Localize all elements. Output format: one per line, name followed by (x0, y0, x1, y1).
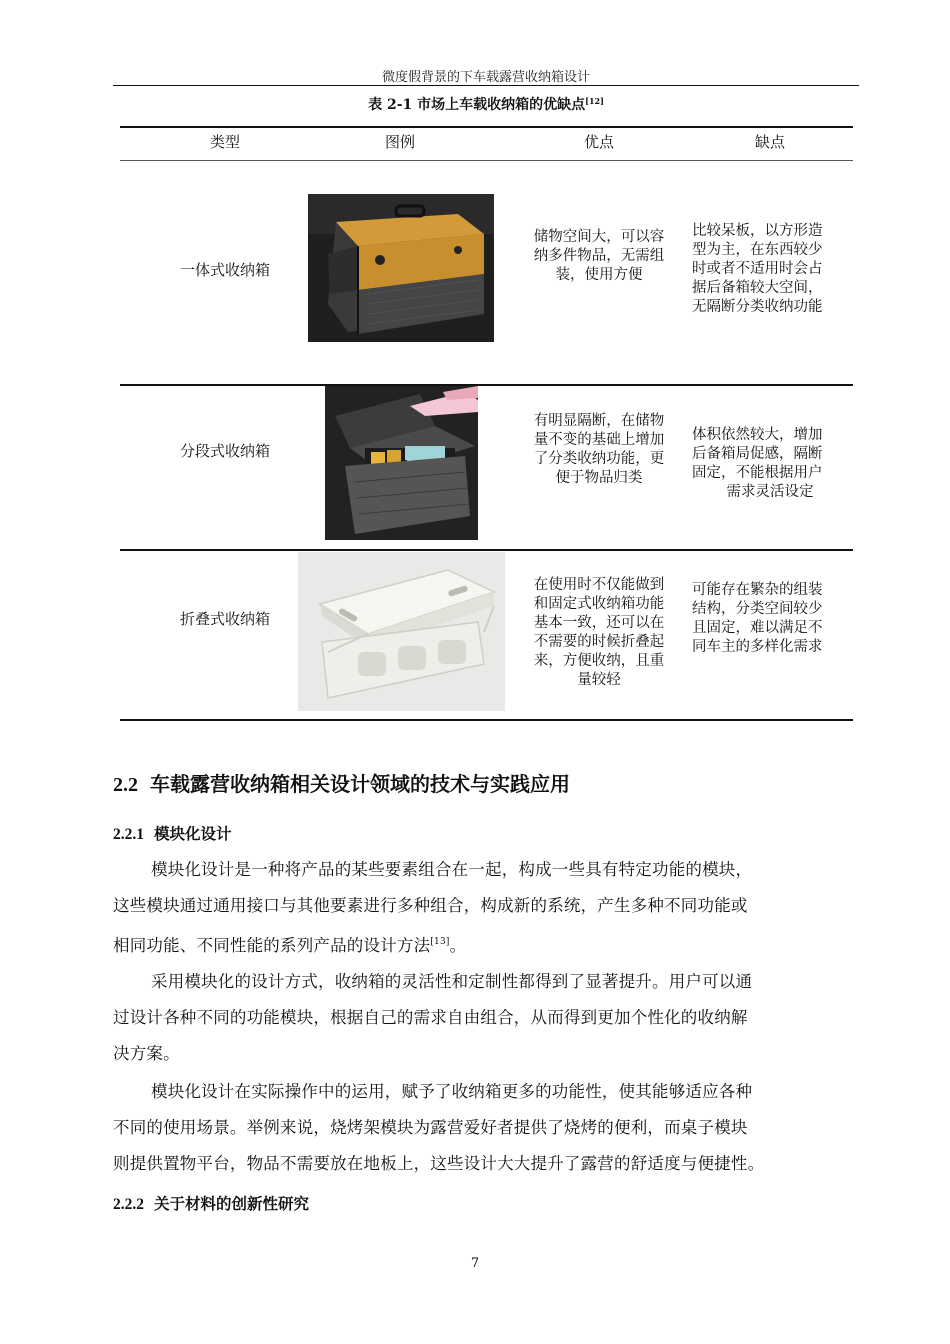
row-1-pros-line: 装，使用方便 (555, 267, 643, 283)
paragraph-line: 决方案。 (113, 1044, 180, 1063)
table-caption-text: 表 2-1 市场上车载收纳箱的优缺点 (368, 97, 586, 113)
column-header-image: 图例 (384, 133, 415, 151)
row-3-pros-line: 不需要的时候折叠起 (533, 634, 665, 650)
paragraph-line: 模块化设计在实际操作中的运用，赋予了收纳箱更多的功能性，使其能够适应各种 (151, 1082, 753, 1101)
page-number: 7 (470, 1256, 480, 1271)
row-1-pros (521, 228, 677, 285)
row-3-cons-line: 可能存在繁杂的组装 (692, 582, 823, 598)
row-2-pros-line: 量不变的基础上增加 (533, 432, 665, 448)
table-caption (113, 94, 859, 114)
segmented-storage-box-photo (325, 386, 478, 540)
row-1-bottom-rule (120, 384, 853, 386)
row-3-pros-line: 和固定式收纳箱功能 (533, 596, 665, 612)
table-header-rule (120, 160, 853, 161)
paragraph-2 (113, 964, 859, 1072)
running-header: 微度假背景的下车载露营收纳箱设计 (381, 70, 590, 85)
table-bottom-rule (120, 719, 853, 721)
row-2-cons (692, 426, 848, 502)
header-rule (113, 85, 859, 86)
subsection-title: 模块化设计 (154, 824, 232, 843)
paragraph-line-end: 。 (449, 936, 467, 955)
row-2-pros-line: 有明显隔断，在储物 (533, 413, 665, 429)
row-2-bottom-rule (120, 549, 853, 551)
row-3-cons-line: 同车主的多样化需求 (692, 639, 823, 655)
column-header-type: 类型 (209, 133, 240, 151)
row-1-pros-line: 储物空间大，可以容 (533, 229, 665, 245)
row-3-pros-line: 在使用时不仅能做到 (533, 577, 665, 593)
integrated-storage-box-photo (308, 194, 494, 342)
row-1-pros-line: 纳多件物品，无需组 (533, 248, 665, 264)
row-2-cons-line: 需求灵活设定 (726, 484, 814, 500)
paragraph-1 (113, 852, 859, 964)
row-1-type: 一体式收纳箱 (179, 261, 270, 279)
row-3-pros-line: 基本一致，还可以在 (533, 615, 665, 631)
row-3-cons (692, 581, 848, 657)
subsection-number: 2.2.2 (113, 1196, 144, 1213)
paragraph-line: 采用模块化的设计方式，收纳箱的灵活性和定制性都得到了显著提升。用户可以通 (151, 972, 753, 991)
row-1-cons-line: 时或者不适用时会占 (692, 261, 823, 277)
paragraph-line: 这些模块通过通用接口与其他要素进行多种组合，构成新的系统，产生多种不同功能或 (113, 896, 748, 915)
subsection-heading-2-2-1 (113, 822, 232, 844)
row-2-pros (521, 412, 677, 488)
section-number: 2.2 (113, 774, 138, 796)
row-1-cons-line: 据后备箱较大空间， (692, 280, 823, 296)
table-caption-reference: [12] (585, 96, 604, 106)
paragraph-line: 则提供置物平台，物品不需要放在地板上，这些设计大大提升了露营的舒适度与便捷性。 (113, 1154, 765, 1173)
row-2-cons-line: 体积依然较大，增加 (692, 427, 823, 443)
table-top-rule (120, 126, 853, 128)
paragraph-3 (113, 1074, 859, 1182)
section-title: 车载露营收纳箱相关设计领域的技术与实践应用 (150, 772, 570, 796)
row-2-pros-line: 了分类收纳功能，更 (533, 451, 665, 467)
subsection-title: 关于材料的创新性研究 (154, 1194, 310, 1213)
paragraph-line: 模块化设计是一种将产品的某些要素组合在一起，构成一些具有特定功能的模块， (151, 860, 753, 879)
row-1-cons-line: 无隔断分类收纳功能 (692, 299, 823, 315)
row-1-cons-line: 型为主，在东西较少 (692, 242, 823, 258)
citation-reference: [13] (430, 937, 450, 947)
section-heading (113, 768, 570, 797)
subsection-number: 2.2.1 (113, 826, 144, 843)
row-3-type: 折叠式收纳箱 (179, 610, 270, 628)
folding-storage-box-photo (298, 552, 505, 711)
row-3-cons-line: 结构，分类空间较少 (692, 601, 823, 617)
row-2-cons-line: 固定，不能根据用户 (692, 465, 823, 481)
subsection-heading-2-2-2 (113, 1192, 309, 1214)
column-header-pros: 优点 (583, 133, 614, 151)
paragraph-line: 相同功能、不同性能的系列产品的设计方法 (113, 936, 431, 955)
row-2-type: 分段式收纳箱 (179, 442, 270, 460)
paragraph-line: 过设计各种不同的功能模块，根据自己的需求自由组合，从而得到更加个性化的收纳解 (113, 1008, 748, 1027)
row-3-cons-line: 且固定，难以满足不 (692, 620, 823, 636)
column-header-cons: 缺点 (754, 133, 785, 151)
row-3-pros-line: 来，方便收纳，且重 (533, 653, 665, 669)
row-3-pros (521, 576, 677, 690)
row-3-pros-line: 量较轻 (577, 672, 621, 688)
row-1-cons-line: 比较呆板，以方形造 (692, 223, 823, 239)
row-2-pros-line: 便于物品归类 (555, 470, 643, 486)
row-1-cons (692, 222, 848, 317)
paragraph-line: 不同的使用场景。举例来说，烧烤架模块为露营爱好者提供了烧烤的便利，而桌子模块 (113, 1118, 748, 1137)
row-2-cons-line: 后备箱局促感，隔断 (692, 446, 823, 462)
